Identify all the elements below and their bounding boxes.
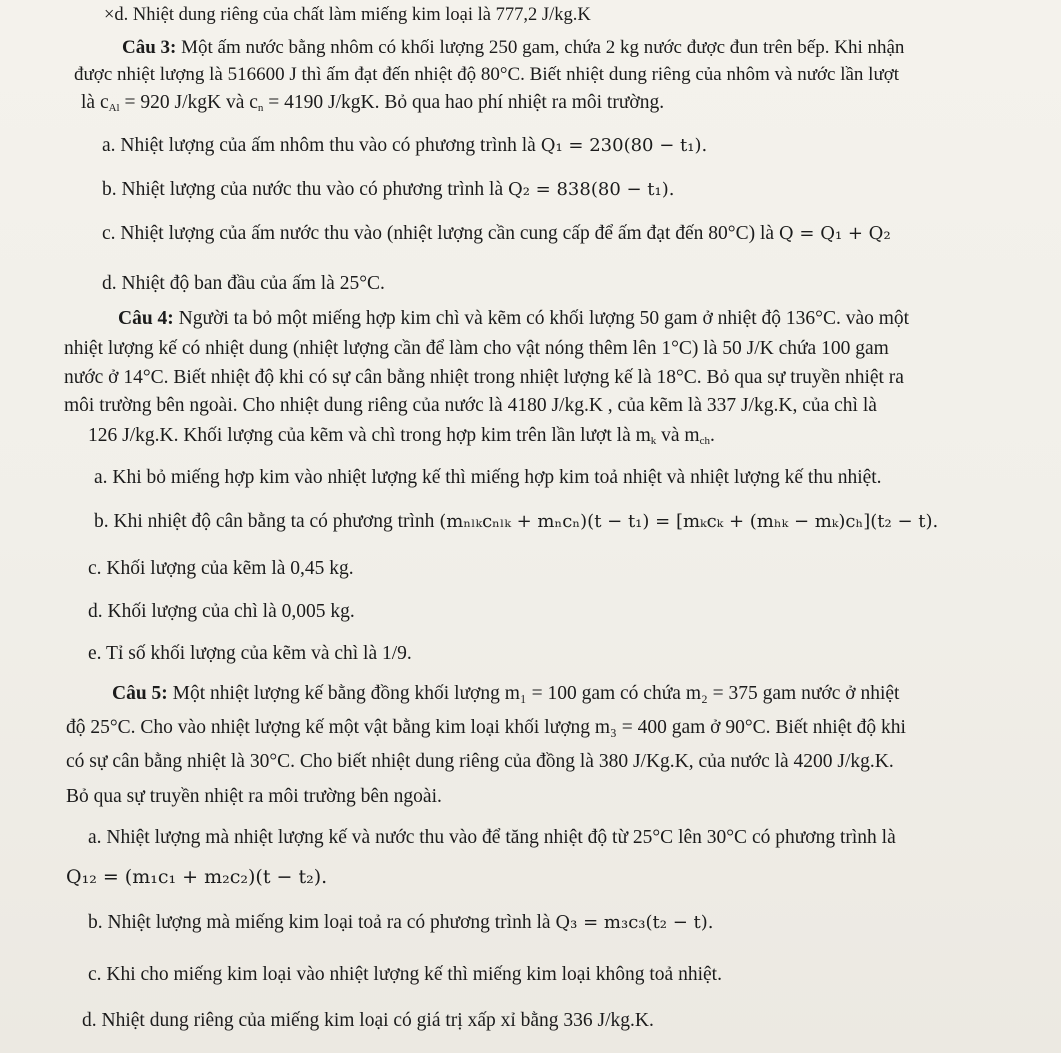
cau4-line3: nước ở 14°C. Biết nhiệt độ khi có sự cân bằng nhiệt trong nhiệt lượng kế là 18°C. Bỏ qua sự truyền nhiệt ra	[64, 367, 904, 388]
cau5-line2: độ 25°C. Cho vào nhiệt lượng kế một vật bằng kim loại khối lượng m₃ = 400 gam ở 90°C. Biết nhiệt độ khi	[66, 717, 906, 738]
cau5-b-math: Q₃ = m₃c₃(t₂ − t).	[555, 912, 714, 933]
cau4-option-e: e. Tỉ số khối lượng của kẽm và chì là 1/9.	[88, 643, 412, 664]
cau4-line5-mid: và m	[656, 425, 700, 446]
cau3-line3-post: = 4190 J/kgK. Bỏ qua hao phí nhiệt ra môi trường.	[263, 92, 665, 113]
cau3-sub-n: n	[257, 102, 264, 114]
cau3-b-text: b. Nhiệt lượng của nước thu vào có phương trình là	[102, 179, 508, 200]
cau3-b-math: Q₂ = 838(80 − t₁).	[507, 179, 675, 200]
cau4-sub-ch: ch	[699, 435, 710, 447]
cau5-line1-text: Một nhiệt lượng kế bằng đồng khối lượng m₁ = 100 gam có chứa m₂ = 375 gam nước ở nhiệt	[167, 683, 900, 704]
cau4-line4: môi trường bên ngoài. Cho nhiệt dung riêng của nước là 4180 J/kg.K , của kẽm là 337 J/kg.K, của chì là	[64, 395, 877, 416]
cau3-line3-mid: = 920 J/kgK và c	[119, 92, 258, 113]
cau3-sub-al: Al	[108, 102, 120, 114]
cau4-line1-text: Người ta bỏ một miếng hợp kim chì và kẽm có khối lượng 50 gam ở nhiệt độ 136°C. vào một	[173, 308, 910, 329]
cau3-label: Câu 3:	[122, 37, 177, 58]
cau4-b-math: (mₙₗₖcₙₗₖ + mₙcₙ)(t − t₁) = [mₖcₖ + (mₕₖ − mₖ)cₕ](t₂ − t).	[439, 511, 939, 532]
cau4-option-b	[94, 510, 938, 534]
cau4-option-d: d. Khối lượng của chì là 0,005 kg.	[88, 601, 355, 622]
cau3-c-math: Q = Q₁ + Q₂	[778, 223, 891, 244]
cau5-b-text: b. Nhiệt lượng mà miếng kim loại toả ra có phương trình là	[88, 912, 556, 933]
cau3-line1	[122, 36, 904, 60]
top-line: ×d. Nhiệt dung riêng của chất làm miếng kim loại là 777,2 J/kg.K	[104, 5, 591, 25]
cau3-option-d: d. Nhiệt độ ban đầu của ấm là 25°C.	[102, 273, 385, 294]
cau3-option-a	[102, 134, 707, 158]
cau5-label: Câu 5:	[112, 683, 168, 704]
cau3-c-text: c. Nhiệt lượng của ấm nước thu vào (nhiệt lượng cần cung cấp để ấm đạt đến 80°C) là	[102, 223, 779, 244]
cau5-line3: có sự cân bằng nhiệt là 30°C. Cho biết nhiệt dung riêng của đồng là 380 J/Kg.K, của nước là 4200 J/kg.K.	[66, 751, 894, 772]
cau5-option-b	[88, 911, 713, 935]
cau4-line1	[118, 307, 909, 331]
cau4-line5-pre: 126 J/kg.K. Khối lượng của kẽm và chì trong hợp kim trên lần lượt là m	[88, 425, 651, 446]
cau5-option-a: a. Nhiệt lượng mà nhiệt lượng kế và nước thu vào để tăng nhiệt độ từ 25°C lên 30°C có phương trình là	[88, 827, 896, 848]
cau4-label: Câu 4:	[118, 308, 174, 329]
cau3-option-c	[102, 222, 891, 246]
cau4-line5-post: .	[710, 425, 715, 446]
cau4-option-c: c. Khối lượng của kẽm là 0,45 kg.	[88, 558, 354, 579]
cau4-sub-k: k	[650, 435, 657, 447]
cau5-option-d: d. Nhiệt dung riêng của miếng kim loại có giá trị xấp xỉ bằng 336 J/kg.K.	[82, 1010, 654, 1031]
cau3-line2: được nhiệt lượng là 516600 J thì ấm đạt đến nhiệt độ 80°C. Biết nhiệt dung riêng của nhôm và nước lần lượt	[74, 64, 900, 85]
cau3-line1-text: Một ấm nước bằng nhôm có khối lượng 250 gam, chứa 2 kg nước được đun trên bếp. Khi nhận	[176, 37, 905, 58]
cau4-line5	[88, 424, 715, 453]
cau4-line2: nhiệt lượng kế có nhiệt dung (nhiệt lượng cần để làm cho vật nóng thêm lên 1°C) là 50 J/K chứa 100 gam	[64, 338, 889, 359]
cau5-option-c: c. Khi cho miếng kim loại vào nhiệt lượng kế thì miếng kim loại không toả nhiệt.	[88, 964, 722, 985]
cau5-line4: Bỏ qua sự truyền nhiệt ra môi trường bên ngoài.	[66, 786, 442, 807]
cau3-a-math: Q₁ = 230(80 − t₁).	[540, 135, 708, 156]
cau3-line3-pre: là c	[81, 92, 109, 113]
cau3-a-text: a. Nhiệt lượng của ấm nhôm thu vào có phương trình là	[102, 135, 541, 156]
cau5-a-math: Q₁₂ = (m₁c₁ + m₂c₂)(t − t₂).	[66, 866, 328, 888]
cau4-b-text: b. Khi nhiệt độ cân bằng ta có phương trình	[94, 511, 440, 532]
cau5-line1	[112, 682, 899, 706]
cau3-option-b	[102, 178, 674, 202]
cau4-option-a: a. Khi bỏ miếng hợp kim vào nhiệt lượng kế thì miếng hợp kim toả nhiệt và nhiệt lượng kế thu nhiệt.	[94, 467, 882, 488]
cau3-line3	[81, 91, 664, 120]
